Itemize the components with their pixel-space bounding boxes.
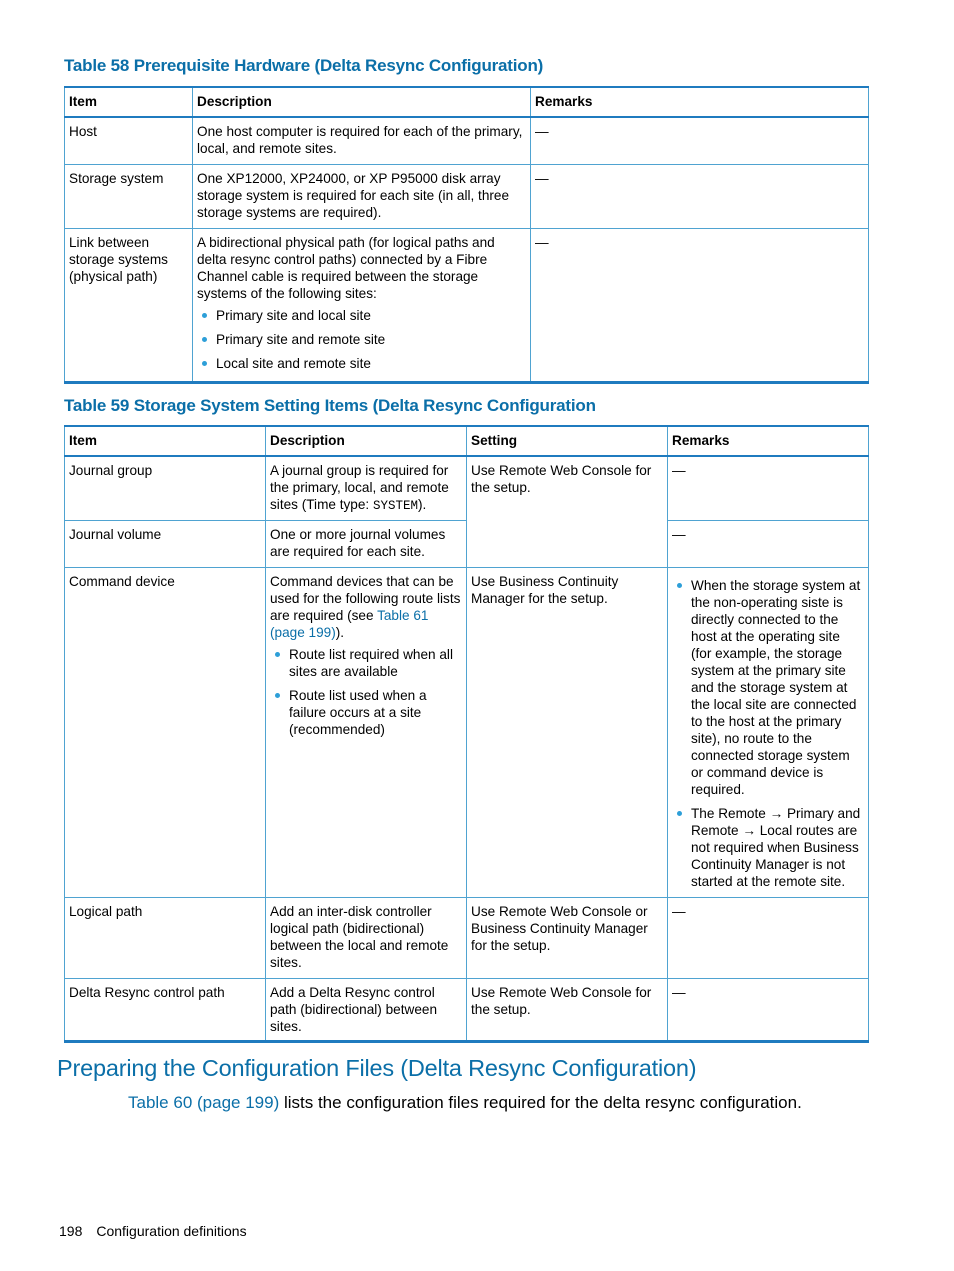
bullet-list bbox=[197, 307, 526, 372]
bullet-list bbox=[270, 646, 462, 738]
list-item: The Remote → Primary and Remote → Local routes are not required when Business Continuity Manager is not started at the remote site. bbox=[672, 805, 864, 890]
cell-item: Link between storage systems (physical path) bbox=[65, 228, 193, 382]
column-header-remarks: Remarks bbox=[531, 87, 869, 117]
column-header-remarks: Remarks bbox=[668, 426, 869, 456]
cell-item: Command device bbox=[65, 568, 266, 898]
cell-description: Add a Delta Resync control path (bidirectional) between sites. bbox=[266, 979, 467, 1042]
column-header-item: Item bbox=[65, 426, 266, 456]
column-header-setting: Setting bbox=[467, 426, 668, 456]
table-row bbox=[65, 568, 869, 898]
column-header-description: Description bbox=[266, 426, 467, 456]
cell-setting: Use Remote Web Console for the setup. bbox=[467, 979, 668, 1042]
cell-setting: Use Remote Web Console for the setup. bbox=[467, 456, 668, 568]
table-row bbox=[65, 898, 869, 979]
table-60-link[interactable]: Table 60 (page 199) bbox=[128, 1093, 280, 1112]
cell-item: Delta Resync control path bbox=[65, 979, 266, 1042]
list-item: When the storage system at the non-operating siste is directly connected to the host at the operating site (for example, the storage system at the primary site and the storage system at the local site are connected to the host at the primary site), no route to the connected storage system or command device is required. bbox=[672, 577, 864, 798]
cell-remarks: — bbox=[668, 898, 869, 979]
list-item: Primary site and local site bbox=[197, 307, 526, 324]
list-item: Local site and remote site bbox=[197, 355, 526, 372]
description-text: A bidirectional physical path (for logical paths and delta resync control paths) connected by a Fibre Channel cable is required between the storage systems of the following sites: bbox=[197, 234, 495, 301]
table-row bbox=[65, 979, 869, 1042]
cell-item: Host bbox=[65, 117, 193, 164]
section-paragraph bbox=[128, 1093, 802, 1113]
paragraph-text: lists the configuration files required for the delta resync configuration. bbox=[279, 1093, 802, 1112]
column-header-item: Item bbox=[65, 87, 193, 117]
table-row bbox=[65, 228, 869, 382]
page-number: 198 bbox=[59, 1223, 83, 1239]
footer-title: Configuration definitions bbox=[96, 1223, 247, 1239]
cell-setting: Use Business Continuity Manager for the setup. bbox=[467, 568, 668, 898]
table-row bbox=[65, 164, 869, 228]
cell-description bbox=[193, 228, 531, 382]
cell-description: Add an inter-disk controller logical path (bidirectional) between the local and remote sites. bbox=[266, 898, 467, 979]
list-item: Route list used when a failure occurs at a site (recommended) bbox=[270, 687, 462, 738]
cell-item: Logical path bbox=[65, 898, 266, 979]
cell-remarks: — bbox=[531, 164, 869, 228]
cell-setting: Use Remote Web Console or Business Continuity Manager for the setup. bbox=[467, 898, 668, 979]
cell-description bbox=[266, 456, 467, 521]
table-59-caption: Table 59 Storage System Setting Items (Delta Resync Configuration bbox=[64, 396, 596, 415]
cell-description: One XP12000, XP24000, or XP P95000 disk array storage system is required for each site (in all, three storage systems are required). bbox=[193, 164, 531, 228]
cell-remarks bbox=[668, 568, 869, 898]
table-61-link[interactable]: Table 61 (page 199) bbox=[270, 608, 429, 640]
cell-remarks: — bbox=[668, 979, 869, 1042]
description-text: Command devices that can be used for the following route lists are required (see Table 61 (page 199)). bbox=[270, 574, 461, 640]
cell-description: One or more journal volumes are required for each site. bbox=[266, 521, 467, 568]
description-text: A journal group is required for the primary, local, and remote sites (Time type: bbox=[270, 463, 449, 512]
cell-item: Journal group bbox=[65, 456, 266, 521]
table-header-row bbox=[65, 87, 869, 117]
table-58-caption: Table 58 Prerequisite Hardware (Delta Resync Configuration) bbox=[64, 56, 544, 75]
cell-description: One host computer is required for each of the primary, local, and remote sites. bbox=[193, 117, 531, 164]
cell-description bbox=[266, 568, 467, 898]
cell-remarks: — bbox=[668, 521, 869, 568]
bullet-list bbox=[672, 577, 864, 890]
list-item: Primary site and remote site bbox=[197, 331, 526, 348]
cell-item: Journal volume bbox=[65, 521, 266, 568]
table-row bbox=[65, 117, 869, 164]
code-text: SYSTEM bbox=[372, 499, 418, 513]
column-header-description: Description bbox=[193, 87, 531, 117]
table-row bbox=[65, 456, 869, 521]
table-59 bbox=[64, 425, 869, 1043]
description-text: ). bbox=[418, 497, 427, 512]
cell-remarks: — bbox=[531, 228, 869, 382]
cell-item: Storage system bbox=[65, 164, 193, 228]
page-footer bbox=[59, 1223, 247, 1239]
cell-remarks: — bbox=[668, 456, 869, 521]
cell-remarks: — bbox=[531, 117, 869, 164]
section-heading: Preparing the Configuration Files (Delta Resync Configuration) bbox=[57, 1055, 697, 1081]
table-header-row bbox=[65, 426, 869, 456]
table-58 bbox=[64, 86, 869, 384]
list-item: Route list required when all sites are available bbox=[270, 646, 462, 680]
